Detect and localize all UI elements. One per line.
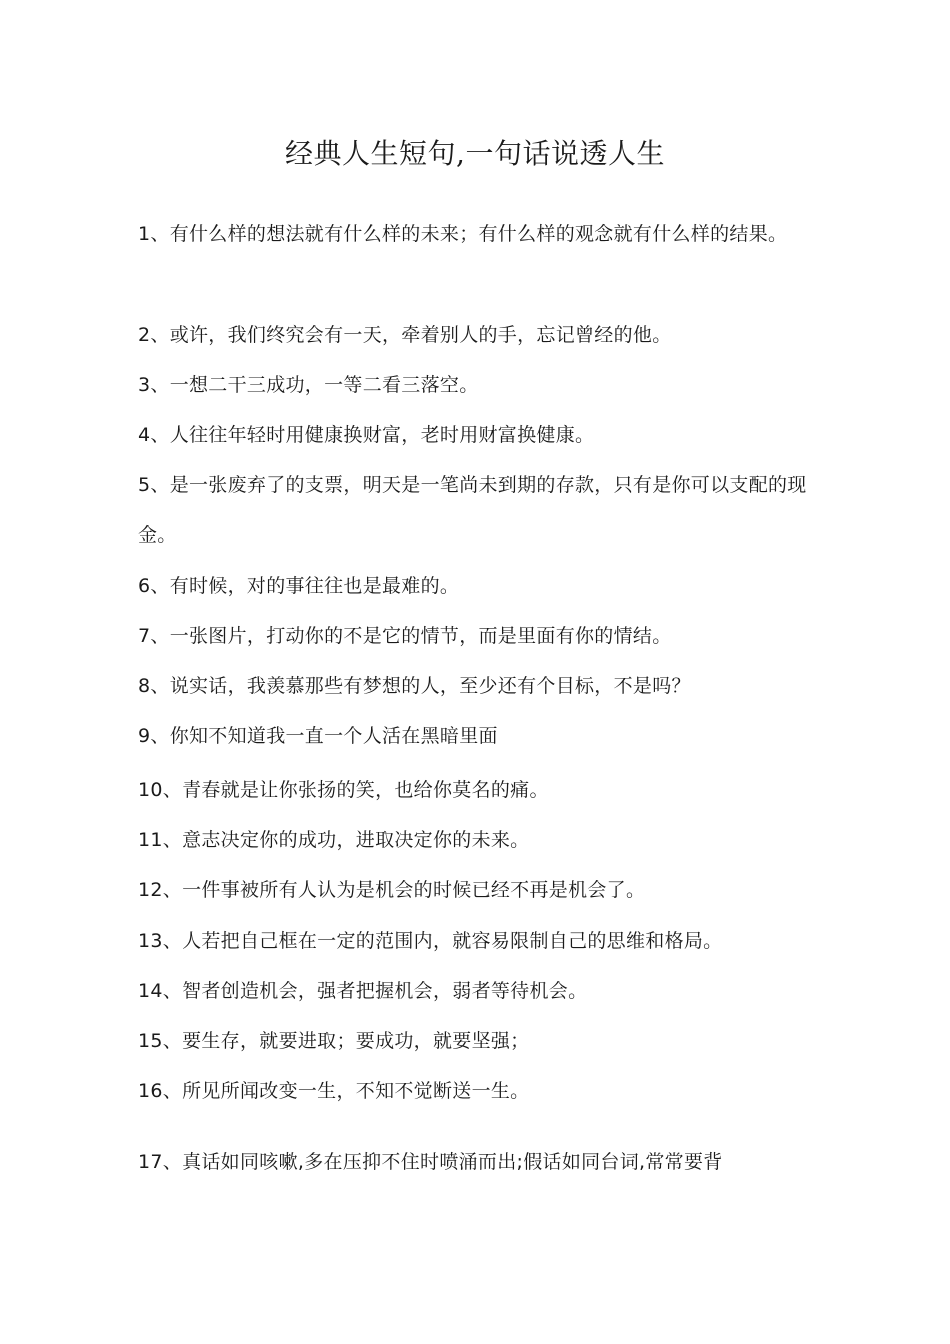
quote-item-6: 6、有时候，对的事往往也是最难的。 [138,575,460,597]
quote-item-12: 12、一件事被所有人认为是机会的时候已经不再是机会了。 [138,879,646,901]
quote-item-11: 11、意志决定你的成功，进取决定你的未来。 [138,829,530,851]
quote-item-15: 15、要生存，就要进取；要成功，就要坚强； [138,1030,530,1052]
quote-item-10: 10、青春就是让你张扬的笑，也给你莫名的痛。 [138,779,549,801]
quote-item-4: 4、人往往年轻时用健康换财富，老时用财富换健康。 [138,424,595,446]
quote-item-17: 17、真话如同咳嗽,多在压抑不住时喷涌而出;假话如同台词,常常要背 [138,1151,723,1173]
quote-item-7: 7、一张图片，打动你的不是它的情节，而是里面有你的情结。 [138,625,672,647]
quote-item-3: 3、一想二干三成功，一等二看三落空。 [138,374,479,396]
quote-item-9: 9、你知不知道我一直一个人活在黑暗里面 [138,725,498,747]
quote-item-8: 8、说实话，我羡慕那些有梦想的人，至少还有个目标，不是吗？ [138,675,691,697]
document-title: 经典人生短句,一句话说透人生 [285,137,665,170]
quote-item-16: 16、所见所闻改变一生，不知不觉断送一生。 [138,1080,530,1102]
quote-item-13: 13、人若把自己框在一定的范围内，就容易限制自己的思维和格局。 [138,930,723,952]
quote-item-1: 1、有什么样的想法就有什么样的未来；有什么样的观念就有什么样的结果。 [138,223,788,245]
quote-item-2: 2、或许，我们终究会有一天，牵着别人的手，忘记曾经的他。 [138,324,672,346]
quote-item-5: 5、是一张废弃了的支票，明天是一笔尚未到期的存款，只有是你可以支配的现金。 [138,474,807,546]
quote-item-14: 14、智者创造机会，强者把握机会，弱者等待机会。 [138,980,588,1002]
